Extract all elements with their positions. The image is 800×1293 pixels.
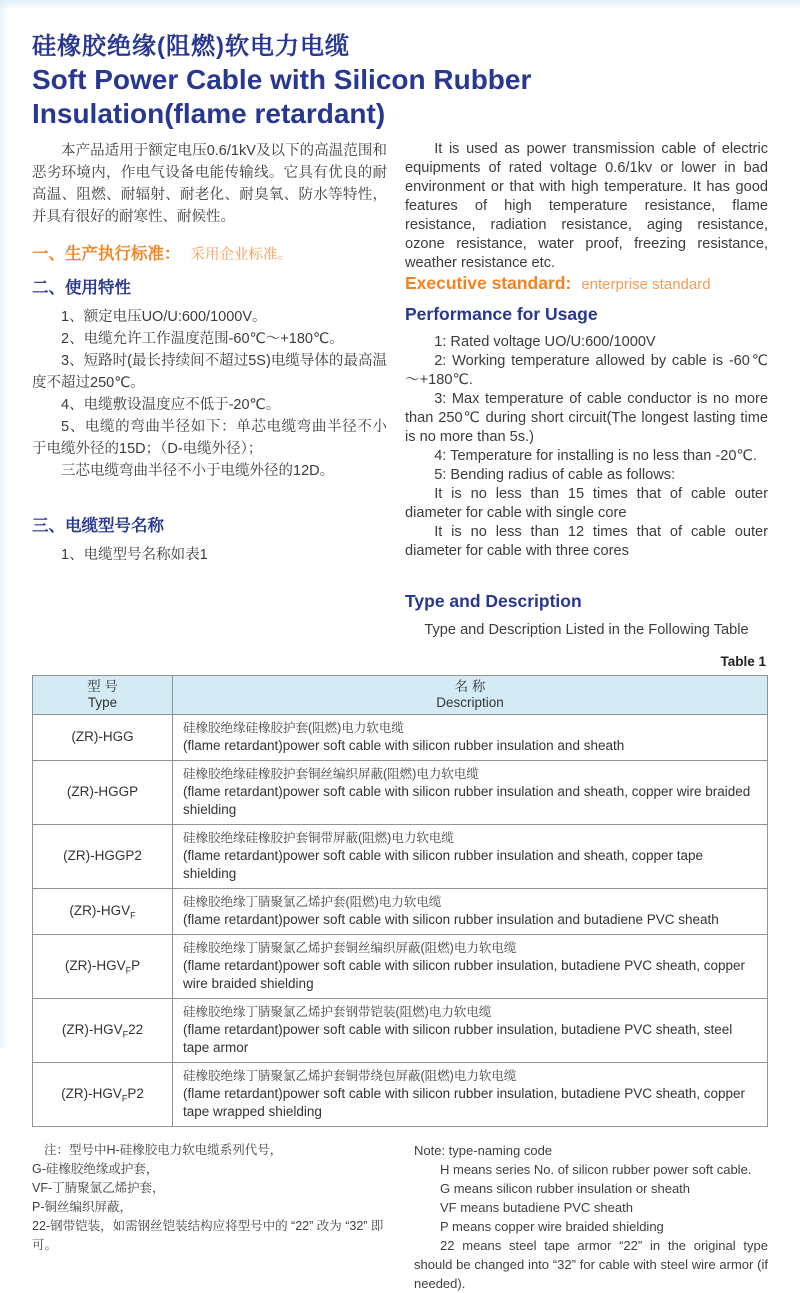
usage-item-zh: 3、短路时(最长持续间不超过5S)电缆导体的最高温度不超过250℃。 [32,353,387,392]
footnote-line-en: G means silicon rubber insulation or sheath [440,1181,691,1197]
cable-description: 硅橡胶绝缘丁腈聚氯乙烯护套铜带绕包屏蔽(阻燃)电力软电缆 (flame retardant)power soft cable with silicon rubber insulation, butadiene PVC sheath, copper tape wrapped shielding [173,1063,768,1127]
column-header-description [173,676,768,715]
usage-heading-zh: 二、使用特性 [32,279,131,298]
cable-type: (ZR)-HGGP [33,761,173,825]
table-row [33,715,768,761]
standard-section-en [405,273,768,294]
usage-item-en: It is no less than 15 times that of cable outer diameter for cable with single core [405,486,768,522]
cable-type: $(ZR)-HGV_FP$ [33,935,173,999]
english-column [405,140,768,638]
footnote-line-en: H means series No. of silicon rubber power soft cable. [440,1162,752,1178]
standard-value-zh: 采用企业标准。 [190,247,292,264]
type-description-table [32,675,768,1127]
footnote-en [414,1141,768,1293]
footnotes [32,1141,768,1293]
chinese-column [32,140,387,638]
usage-item-zh: 4、电缆敷设温度应不低于-20℃。 [61,397,281,414]
column-header-type-en: Type [87,695,118,711]
table-row [33,1063,768,1127]
standard-value-en: enterprise standard [581,276,711,294]
cable-description: 硅橡胶绝缘硅橡胶护套(阻燃)电力软电缆 (flame retardant)power soft cable with silicon rubber insulation and sheath [173,715,768,761]
column-header-type-zh: 型 号 [87,679,118,695]
footnote-line-zh: 22-钢带铠装，如需钢丝铠装结构应将型号中的 “22” 改为 “32” 即可。 [32,1219,384,1253]
table-row [33,935,768,999]
footnote-line-en: VF means butadiene PVC sheath [440,1200,633,1216]
usage-item-en: It is no less than 12 times that of cable outer diameter for cable with three cores [405,524,768,560]
footnote-line-en: 22 means steel tape armor “22” in the original type should be changed into “32” for cable with steel wire armor (if needed). [414,1238,768,1292]
cable-description: 硅橡胶绝缘硅橡胶护套铜丝编织屏蔽(阻燃)电力软电缆 (flame retardant)power soft cable with silicon rubber insulation and sheath, copper wire braided shielding [173,761,768,825]
cable-type: (ZR)-HGGP2 [33,825,173,889]
footnote-line-zh: G-硅橡胶绝缘或护套， [32,1162,159,1177]
column-header-type [33,676,173,715]
usage-item-en: 2: Working temperature allowed by cable is -60℃～+180℃. [405,353,768,389]
model-item-zh: 1、电缆型号名称如表1 [61,547,208,564]
usage-item-zh: 2、电缆允许工作温度范围-60℃～+180℃。 [61,331,344,348]
table-row [33,889,768,935]
page-title-zh: 硅橡胶绝缘(阻燃)软电力电缆 [32,33,350,60]
standard-heading-en: Executive standard: [405,273,572,294]
footnote-zh [32,1141,400,1293]
cable-type: $(ZR)-HGV_F$ [33,889,173,935]
cable-type: $(ZR)-HGV_FP2$ [33,1063,173,1127]
usage-heading-en: Performance for Usage [405,304,598,325]
footnote-line-en: P means copper wire braided shielding [440,1219,664,1235]
cable-type: (ZR)-HGG [33,715,173,761]
usage-item-zh: 5、电缆的弯曲半径如下：单芯电缆弯曲半径不小于电缆外径的15D；（D-电缆外径）； [32,419,387,458]
standard-section-zh [32,240,387,264]
table-row [33,761,768,825]
usage-item-en: 4: Temperature for installing is no less than -20℃. [434,448,757,465]
standard-heading-zh: 一、生产执行标准： [32,245,181,264]
column-header-desc-en: Description [436,695,504,711]
cable-description: 硅橡胶绝缘硅橡胶护套铜带屏蔽(阻燃)电力软电缆 (flame retardant)power soft cable with silicon rubber insulation and sheath, copper tape shielding [173,825,768,889]
footnote-line-zh: VF-丁腈聚氯乙烯护套， [32,1181,165,1196]
intro-paragraph-en: It is used as power transmission cable of electric equipments of rated voltage 0.6/1kv or lower in bad environment or that with high temperature. It has good features of high temperature resistance, flame resistance, radiation resistance, aging resistance, ozone resistance, water proof, freezing resistance, weather resistance etc. [405,141,768,272]
table-row [33,825,768,889]
footnote-line-zh: 注：型号中H-硅橡胶电力软电缆系列代号， [44,1143,283,1158]
table-row [33,999,768,1063]
cable-description: 硅橡胶绝缘丁腈聚氯乙烯护套钢带铠装(阻燃)电力软电缆 (flame retardant)power soft cable with silicon rubber insulation, butadiene PVC sheath, steel tape armor [173,999,768,1063]
model-heading-en: Type and Description [405,591,582,612]
cable-description: 硅橡胶绝缘丁腈聚氯乙烯护套(阻燃)电力软电缆 (flame retardant)power soft cable with silicon rubber insulation and butadiene PVC sheath [173,889,768,935]
cable-type: $(ZR)-HGV_F22$ [33,999,173,1063]
column-header-desc-zh: 名 称 [454,679,486,695]
intro-columns [32,140,768,638]
table-caption: Table 1 [720,654,766,670]
footnote-intro-en: Note: type-naming code [414,1143,553,1159]
model-subtitle-en: Type and Description Listed in the Following Table [424,622,749,639]
page-title-en: Soft Power Cable with Silicon Rubber Insulation(flame retardant) [32,64,532,129]
intro-paragraph-zh: 本产品适用于额定电压0.6/1kV及以下的高温范围和恶劣环境内，作电气设备电能传输线。它具有优良的耐高温、阻燃、耐辐射、耐老化、耐臭氧、防水等特性，并具有很好的耐寒性、耐候性。 [32,143,387,226]
model-heading-zh: 三、电缆型号名称 [32,517,164,536]
usage-item-en: 3: Max temperature of cable conductor is no more than 250℃ during short circuit(The longest lasting time is no more than 5s.) [405,391,768,446]
usage-item-zh: 三芯电缆弯曲半径不小于电缆外径的12D。 [61,463,335,480]
usage-item-en: 5: Bending radius of cable as follows: [434,467,676,484]
cable-description: 硅橡胶绝缘丁腈聚氯乙烯护套铜丝编织屏蔽(阻燃)电力软电缆 (flame retardant)power soft cable with silicon rubber insulation, butadiene PVC sheath, copper wire braided shielding [173,935,768,999]
usage-item-zh: 1、额定电压UO/U:600/1000V。 [61,309,267,326]
usage-item-en: 1: Rated voltage UO/U:600/1000V [434,334,656,351]
table-header-row [33,676,768,715]
footnote-line-zh: P-铜丝编织屏蔽， [32,1200,133,1215]
